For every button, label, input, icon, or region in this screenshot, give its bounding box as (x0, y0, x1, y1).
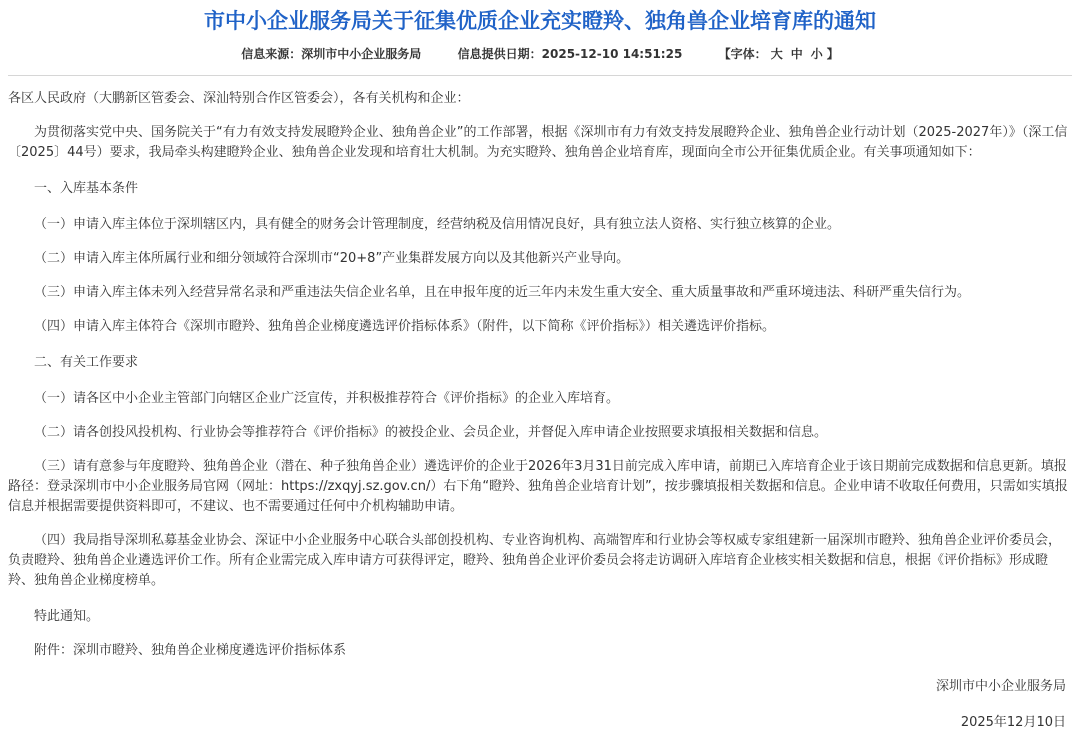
font-size-open: 【字体： (718, 47, 767, 61)
closing-text: 特此通知。 (34, 609, 100, 624)
font-size-large-button[interactable]: 大 (770, 47, 783, 61)
issuer-name: 深圳市中小企业服务局 (935, 679, 1066, 694)
font-size-medium-button[interactable]: 中 (790, 47, 803, 61)
article-meta (8, 44, 1072, 64)
page-title: 市中小企业服务局关于征集优质企业充实瞪羚、独角兽企业培育库的通知 (204, 9, 876, 33)
date-label: 信息提供日期： (457, 47, 542, 61)
requirement-item-1: （一）请各区中小企业主管部门向辖区企业广泛宣传，并积极推荐符合《评价指标》的企业入库培育。 (34, 391, 620, 406)
condition-item-2: （二）申请入库主体所属行业和细分领域符合深圳市“20+8”产业集群发展方向以及其他新兴产业导向。 (34, 251, 630, 266)
header-divider (8, 75, 1072, 76)
condition-item-3: （三）申请入库主体未列入经营异常名录和严重违法失信企业名单，且在申报年度的近三年内未发生重大安全、重大质量事故和严重环境违法、科研严重失信行为。 (34, 285, 971, 300)
issue-date: 2025年12月10日 (960, 715, 1066, 730)
source-label: 信息来源： (241, 47, 302, 61)
source-value: 深圳市中小企业服务局 (301, 47, 422, 61)
date-value: 2025-12-10 14:51:25 (541, 47, 683, 61)
attachment-text: 附件：深圳市瞪羚、独角兽企业梯度遴选评价指标体系 (34, 643, 347, 658)
condition-item-1: （一）申请入库主体位于深圳辖区内，具有健全的财务会计管理制度，经营纳税及信用情况良好，具有独立法人资格、实行独立核算的企业。 (34, 217, 841, 232)
requirement-item-3: （三）请有意参与年度瞪羚、独角兽企业（潜在、种子独角兽企业）遴选评价的企业于2026年3月31日前完成入库申请，前期已入库培育企业于该日期前完成数据和信息更新。填报路径：登录深圳市中小企业服务局官网（网址：https://zxqyj.sz.gov.cn/）右下角“瞪羚、独角兽企业培育计划”，按步骤填报相关数据和信息。企业申请不收取任何费用，只需如实填报信息并根据需要提供资料即可，不建议、也不需要通过任何中介机构辅助申请。 (8, 459, 1068, 514)
requirement-item-4: （四）我局指导深圳私募基金业协会、深证中小企业服务中心联合头部创投机构、专业咨询机构、高端智库和行业协会等权威专家组建新一届深圳市瞪羚、独角兽企业评价委员会，负责瞪羚、独角兽企业遴选评价工作。所有企业需完成入库申请方可获得评定，瞪羚、独角兽企业评价委员会将走访调研入库培育企业核实相关数据和信息，根据《评价指标》形成瞪羚、独角兽企业梯度榜单。 (8, 533, 1062, 588)
requirement-item-2: （二）请各创投风投机构、行业协会等推荐符合《评价指标》的被投企业、会员企业，并督促入库申请企业按照要求填报相关数据和信息。 (34, 425, 828, 440)
section-heading-requirements: 二、有关工作要求 (34, 355, 139, 370)
intro-paragraph: 为贯彻落实党中央、国务院关于“有力有效支持发展瞪羚企业、独角兽企业”的工作部署，根据《深圳市有力有效支持发展瞪羚企业、独角兽企业行动计划（2025-2027年）》（深工信〔2025〕44号）要求，我局牵头构建瞪羚企业、独角兽企业发现和培育壮大机制。为充实瞪羚、独角兽企业培育库，现面向全市公开征集优质企业。有关事项通知如下： (8, 125, 1068, 160)
article-body (8, 89, 1072, 733)
section-heading-conditions: 一、入库基本条件 (34, 181, 139, 196)
salutation: 各区人民政府（大鹏新区管委会、深汕特别合作区管委会），各有关机构和企业： (8, 91, 470, 106)
font-size-small-button[interactable]: 小 (810, 47, 823, 61)
font-size-close: 】 (826, 47, 839, 61)
condition-item-4: （四）申请入库主体符合《深圳市瞪羚、独角兽企业梯度遴选评价指标体系》（附件，以下简称《评价指标》）相关遴选评价指标。 (34, 319, 776, 334)
